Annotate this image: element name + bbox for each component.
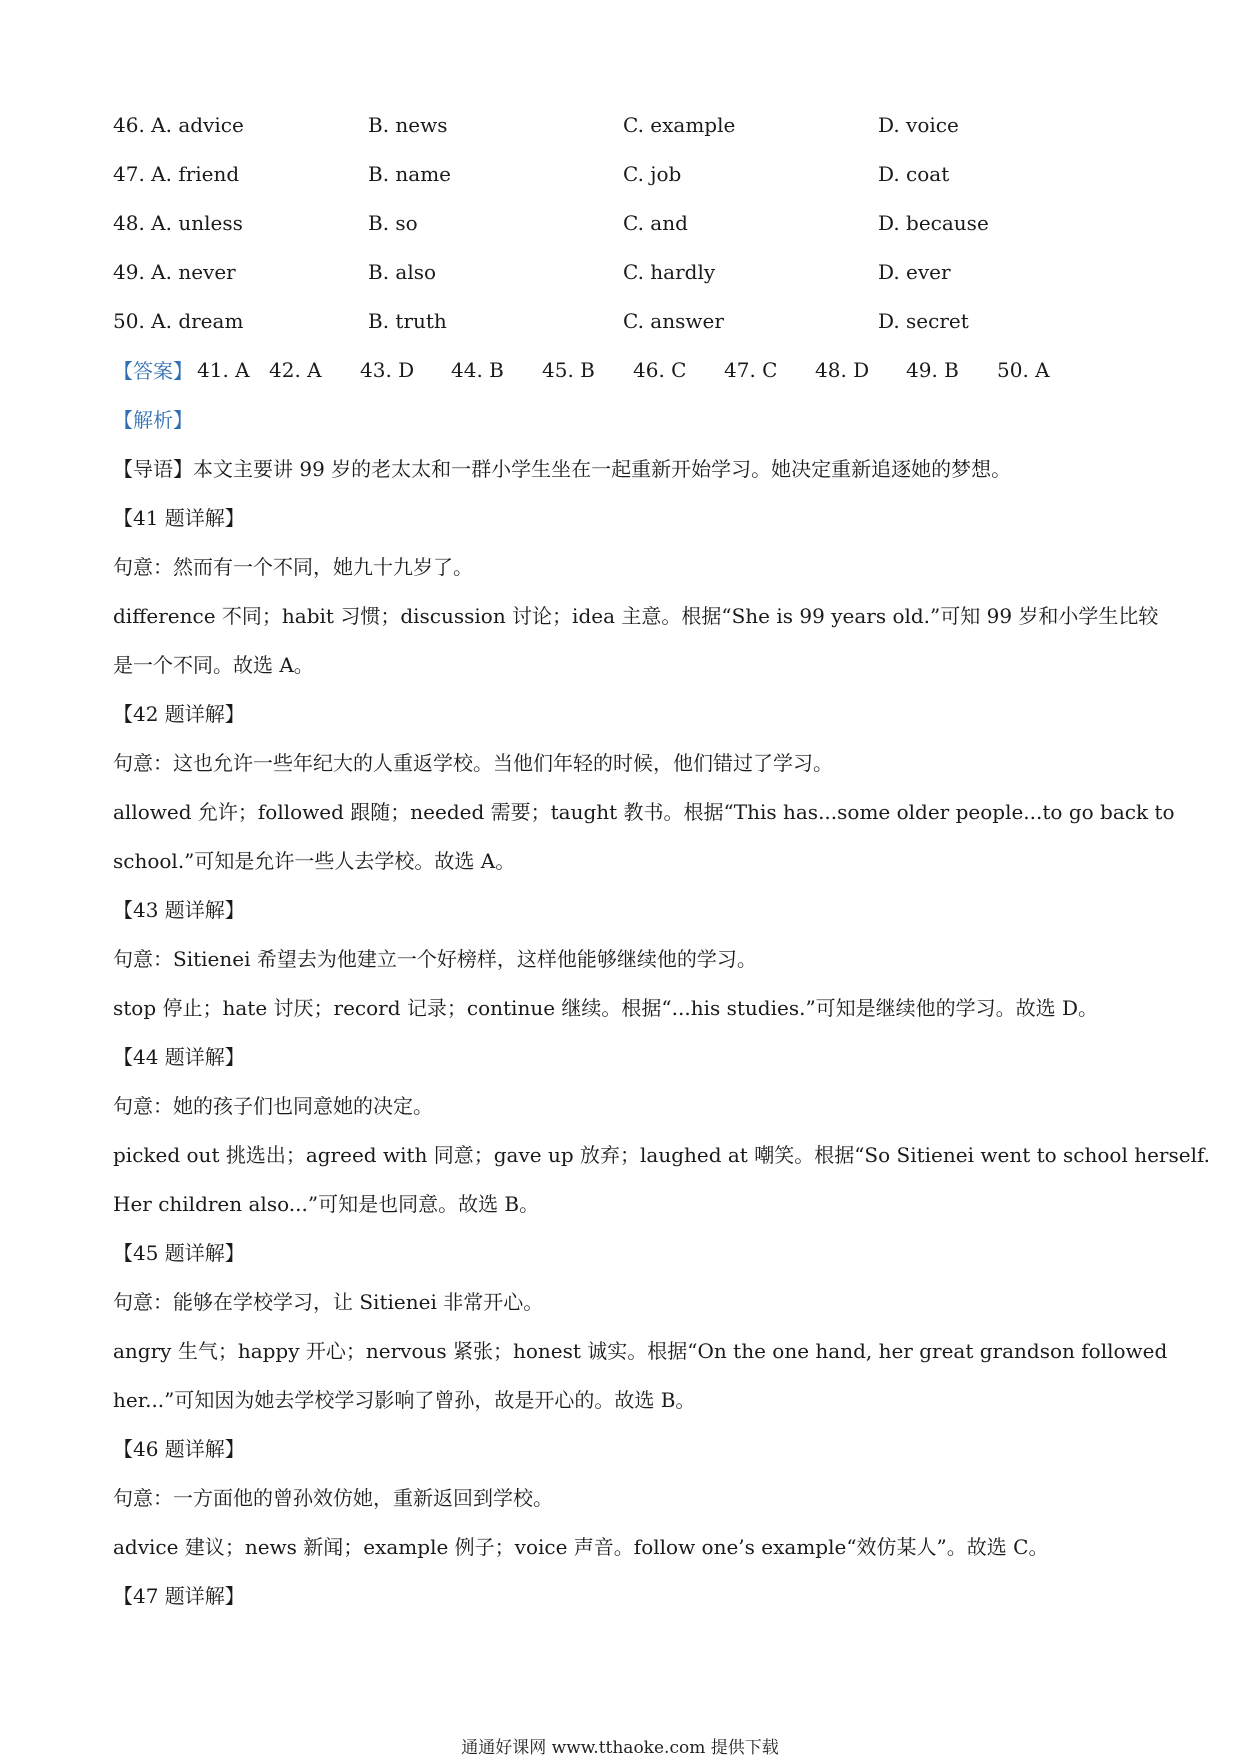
text-line: allowed 允许；followed 跟随；needed 需要；taught 教书。根据“This has...some older people...to go back to	[113, 800, 1175, 824]
text-line: Her children also...”可知是也同意。故选 B。	[113, 1192, 540, 1216]
option-a: 49. A. never	[113, 259, 236, 284]
section-heading: 【44 题详解】	[113, 1045, 245, 1069]
option-b: B. so	[368, 210, 418, 235]
option-b: B. also	[368, 259, 437, 284]
option-c: C. hardly	[623, 259, 716, 284]
option-d: D. ever	[878, 259, 951, 284]
text-line: 句意：然而有一个不同，她九十九岁了。	[113, 555, 473, 579]
option-d: D. voice	[878, 112, 959, 137]
answer-line	[113, 345, 1133, 394]
option-row-47	[113, 149, 1133, 198]
option-d: D. because	[878, 210, 989, 235]
text-line: 是一个不同。故选 A。	[113, 653, 314, 677]
answer-item: 50. A	[997, 357, 1050, 382]
section-heading: 【47 题详解】	[113, 1584, 245, 1608]
section-heading: 【46 题详解】	[113, 1437, 245, 1461]
answer-item: 49. B	[906, 357, 959, 382]
answer-item: 47. C	[724, 357, 778, 382]
answer-item: 44. B	[451, 357, 504, 382]
text-line: picked out 挑选出；agreed with 同意；gave up 放弃；laughed at 嘲笑。根据“So Sitienei went to school herself.	[113, 1143, 1211, 1167]
text-line: advice 建议；news 新闻；example 例子；voice 声音。follow one’s example“效仿某人”。故选 C。	[113, 1535, 1049, 1559]
analysis-tag: 【解析】	[113, 408, 193, 432]
text-line: stop 停止；hate 讨厌；record 记录；continue 继续。根据“...his studies.”可知是继续他的学习。故选 D。	[113, 996, 1099, 1020]
option-row-49	[113, 247, 1133, 296]
answer-item: 42. A	[269, 357, 322, 382]
text-line: angry 生气；happy 开心；nervous 紧张；honest 诚实。根据“On the one hand, her great grandson followed	[113, 1339, 1168, 1363]
option-row-46	[113, 100, 1133, 149]
text-line: 句意：能够在学校学习，让 Sitienei 非常开心。	[113, 1290, 544, 1314]
option-b: B. name	[368, 161, 452, 186]
answer-item: 46. C	[633, 357, 687, 382]
answer-item: 45. B	[542, 357, 595, 382]
text-line: difference 不同；habit 习惯；discussion 讨论；idea 主意。根据“She is 99 years old.”可知 99 岁和小学生比较	[113, 604, 1159, 628]
answer-list	[193, 358, 1088, 382]
page-footer: 通通好课网 www.tthaoke.com 提供下载	[461, 1738, 779, 1758]
document-body	[113, 100, 1211, 1619]
option-c: C. and	[623, 210, 688, 235]
analysis-line	[113, 394, 1133, 443]
text-line: school.”可知是允许一些人去学校。故选 A。	[113, 849, 516, 873]
option-a: 48. A. unless	[113, 210, 243, 235]
section-heading: 【42 题详解】	[113, 702, 245, 726]
option-c: C. example	[623, 112, 736, 137]
text-line: 句意：一方面他的曾孙效仿她，重新返回到学校。	[113, 1486, 553, 1510]
option-row-50	[113, 296, 1133, 345]
text-line: 句意：Sitienei 希望去为他建立一个好榜样，这样他能够继续他的学习。	[113, 947, 757, 971]
option-d: D. secret	[878, 308, 969, 333]
section-heading: 【41 题详解】	[113, 506, 245, 530]
answer-tag: 【答案】	[113, 359, 193, 383]
option-c: C. job	[623, 161, 682, 186]
answer-item: 48. D	[815, 357, 870, 382]
option-row-48	[113, 198, 1133, 247]
option-c: C. answer	[623, 308, 724, 333]
intro-line: 【导语】本文主要讲 99 岁的老太太和一群小学生坐在一起重新开始学习。她决定重新追逐她的梦想。	[113, 457, 1012, 481]
section-heading: 【45 题详解】	[113, 1241, 245, 1265]
text-line: 句意：她的孩子们也同意她的决定。	[113, 1094, 433, 1118]
section-heading: 【43 题详解】	[113, 898, 245, 922]
option-d: D. coat	[878, 161, 950, 186]
option-b: B. news	[368, 112, 448, 137]
answer-item: 43. D	[360, 357, 415, 382]
option-a: 47. A. friend	[113, 161, 240, 186]
answer-item: 41. A	[197, 357, 250, 382]
option-a: 46. A. advice	[113, 112, 244, 137]
option-b: B. truth	[368, 308, 447, 333]
option-a: 50. A. dream	[113, 308, 244, 333]
text-line: 句意：这也允许一些年纪大的人重返学校。当他们年轻的时候，他们错过了学习。	[113, 751, 833, 775]
text-line: her...”可知因为她去学校学习影响了曾孙，故是开心的。故选 B。	[113, 1388, 696, 1412]
